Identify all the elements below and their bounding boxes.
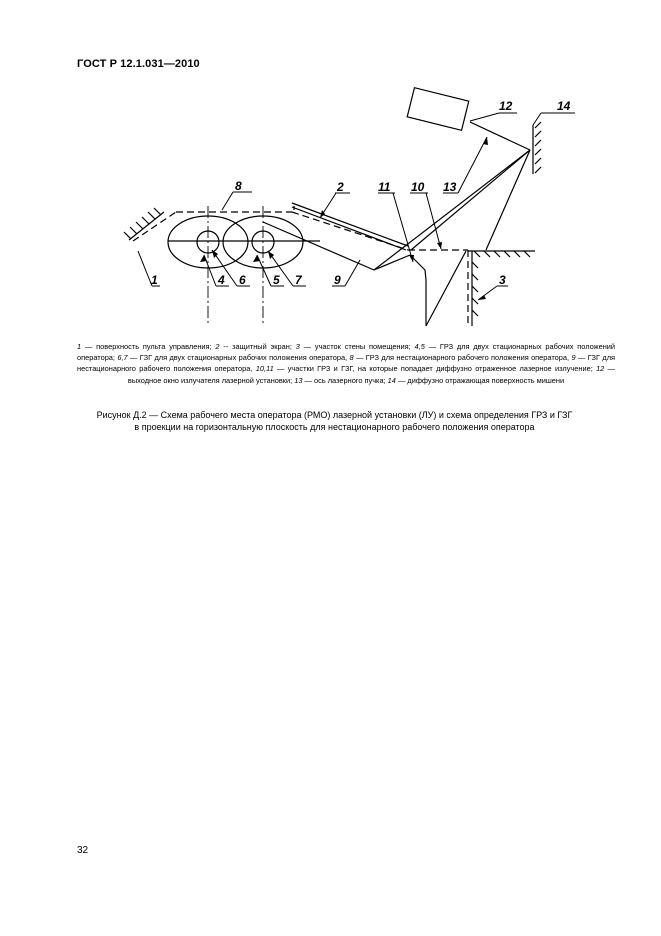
legend-item: 13 — ось лазерного пучка; — [294, 375, 386, 385]
label-14: 14 — [557, 99, 571, 113]
workplace-diagram — [0, 0, 661, 340]
legend-item: 2 -- защитный экран; — [215, 342, 292, 351]
legend-item: 3 — участок стены помещения; — [295, 342, 411, 351]
label-1: 1 — [151, 273, 158, 287]
label-3: 3 — [499, 273, 506, 287]
stationary-zones — [168, 216, 320, 268]
protective-screen — [292, 203, 408, 250]
legend-item: 10,11 — участки ГРЗ и ГЗГ, на которые попадает диффузно отраженное лазерное излучение; — [255, 364, 593, 374]
caption-line-2: в проекции на горизонтальную плоскость для нестационарного рабочего положения оператора — [134, 422, 535, 432]
label-13: 13 — [443, 180, 457, 194]
label-4: 4 — [218, 273, 225, 287]
legend-item: 1 — поверхность пульта управления; — [77, 342, 212, 351]
wall-segment — [468, 251, 535, 326]
legend-item: 12 — выходное окно излучателя лазерной установки; — [127, 364, 615, 385]
laser-beam-axis — [374, 122, 530, 270]
legend-item: 8 — ГРЗ для нестационарного рабочего положения оператора, — [349, 353, 570, 363]
hazard-view-boundary — [263, 222, 466, 326]
legend-item: 4,5 — ГРЗ для двух стационарных рабочих положений оператора; — [77, 342, 616, 363]
label-11: 11 — [378, 180, 391, 194]
figure-labels — [151, 99, 571, 287]
target-surface — [533, 122, 541, 174]
laser-output-window — [407, 88, 469, 131]
caption-line-1: Рисунок Д.2 — Схема рабочего места оператора (РМО) лазерной установки (ЛУ) и схема определения ГРЗ и ГЗГ — [96, 410, 573, 420]
non-stationary-zone-boundary — [133, 212, 468, 326]
control-panel-surface — [124, 208, 164, 240]
label-6: 6 — [239, 273, 246, 287]
label-8: 8 — [235, 179, 242, 193]
label-12: 12 — [499, 99, 513, 113]
centre-lines — [208, 206, 263, 326]
page-number: 32 — [77, 845, 89, 856]
label-10: 10 — [411, 180, 425, 194]
legend-item: 9 — ГЗГ для нестационарного рабочего положения оператора, — [77, 353, 616, 374]
label-5: 5 — [273, 273, 280, 287]
figure-legend — [77, 341, 615, 386]
figure-caption — [77, 409, 592, 433]
label-2: 2 — [337, 180, 344, 194]
document-header: ГОСТ Р 12.1.031—2010 — [77, 58, 200, 70]
legend-item: 14 — диффузно отражающая поверхность мишени — [387, 375, 565, 385]
label-7: 7 — [295, 273, 302, 287]
label-9: 9 — [334, 273, 341, 287]
legend-item: 6,7 — ГЗГ для двух стационарных рабочих положения оператора, — [117, 353, 348, 363]
